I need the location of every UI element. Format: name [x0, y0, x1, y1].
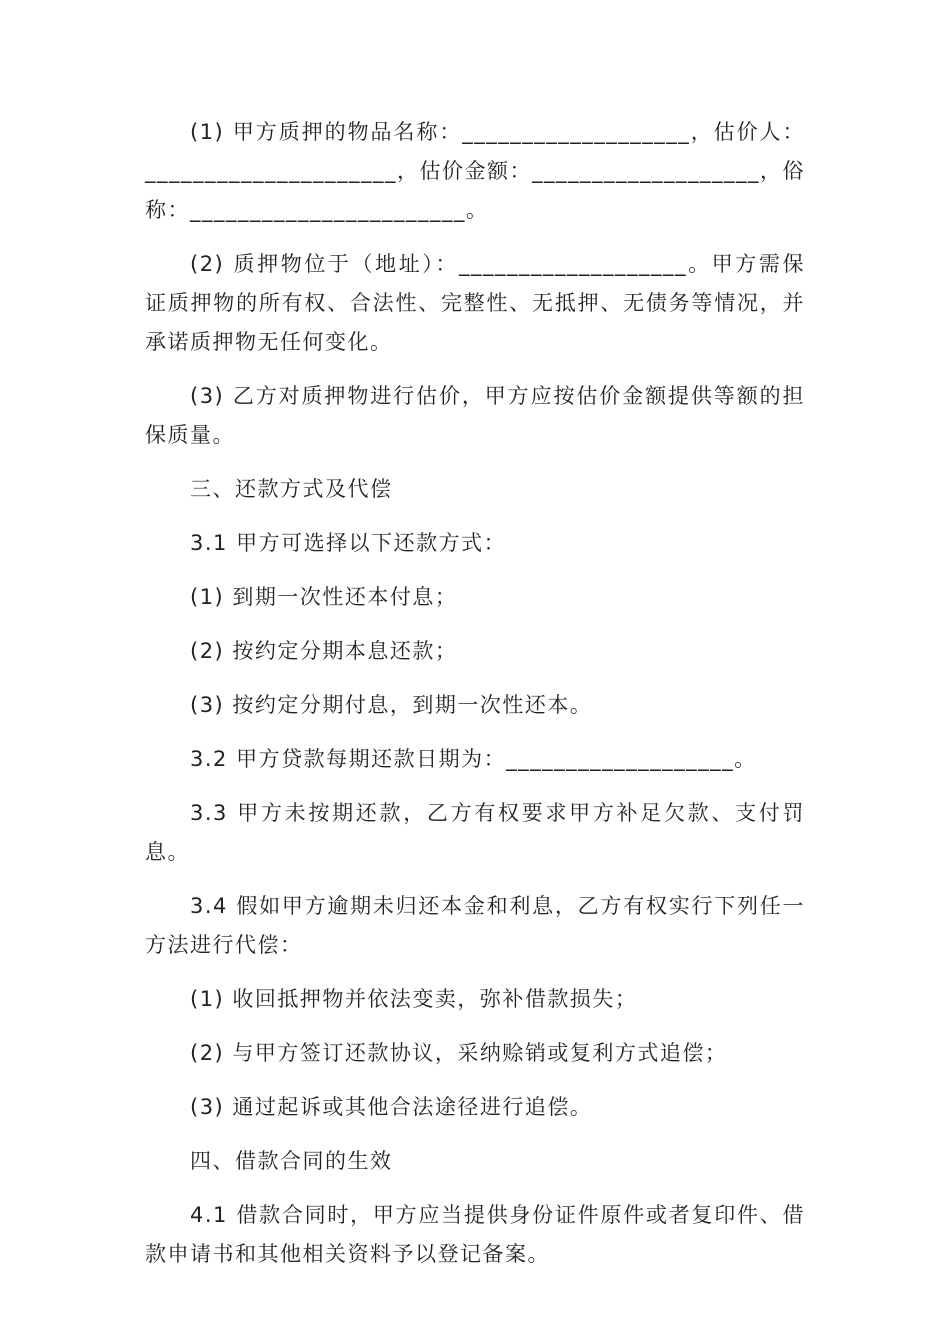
section-heading-repayment: 三、还款方式及代偿 [190, 477, 393, 501]
compensation-method-3: (3) 通过起诉或其他合法途径进行追偿。 [190, 1095, 593, 1119]
clause-3-3: 3.3 甲方未按期还款，乙方有权要求甲方补足欠款、支付罚息。 [145, 801, 805, 864]
compensation-method-2: (2) 与甲方签订还款协议，采纳赊销或复利方式追偿； [190, 1041, 728, 1065]
repayment-option-2: (2) 按约定分期本息还款； [190, 639, 458, 663]
pledge-valuation-clause: (3) 乙方对质押物进行估价，甲方应按估价金额提供等额的担保质量。 [145, 384, 805, 447]
clause-3-1: 3.1 甲方可选择以下还款方式： [190, 531, 507, 555]
clause-3-4: 3.4 假如甲方逾期未归还本金和利息，乙方有权实行下列任一方法进行代偿： [145, 894, 805, 957]
repayment-option-1: (1) 到期一次性还本付息； [190, 585, 458, 609]
pledge-location-clause: (2) 质押物位于（地址）：___________________。甲方需保证质押物的所有权、合法性、完整性、无抵押、无债务等情况，并承诺质押物无任何变化。 [145, 252, 805, 354]
repayment-option-3: (3) 按约定分期付息，到期一次性还本。 [190, 693, 593, 717]
compensation-method-1: (1) 收回抵押物并依法变卖，弥补借款损失； [190, 987, 638, 1011]
pledge-item-clause: (1) 甲方质押的物品名称：___________________，估价人：_____________________，估价金额：___________________，俗称：_______________________。 [145, 120, 805, 222]
clause-4-1: 4.1 借款合同时，甲方应当提供身份证件原件或者复印件、借款申请书和其他相关资料予以登记备案。 [145, 1203, 805, 1266]
document-body [145, 113, 805, 1289]
section-heading-effectiveness: 四、借款合同的生效 [190, 1149, 393, 1173]
clause-3-2: 3.2 甲方贷款每期还款日期为：___________________。 [190, 747, 757, 771]
